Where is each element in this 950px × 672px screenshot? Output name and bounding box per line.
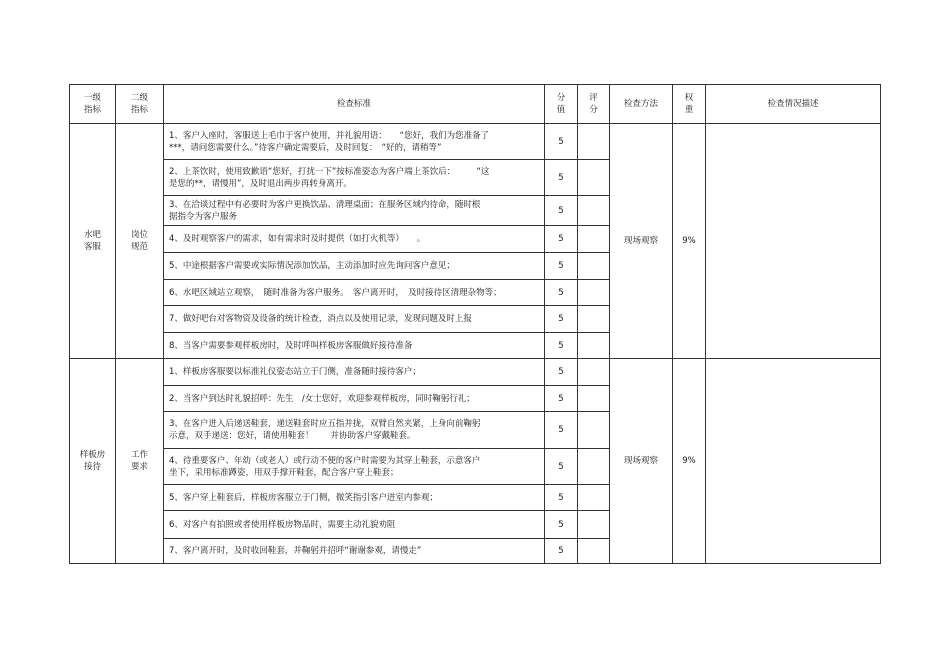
score-cell: 5 <box>545 226 578 253</box>
rating-cell[interactable] <box>578 306 610 333</box>
table-row <box>70 359 881 386</box>
rating-cell[interactable] <box>578 280 610 306</box>
table-row <box>70 124 881 160</box>
standard-cell: 1、客户入座时，客服送上毛巾于客户使用，并礼貌用语： “您好，我们为您准备了 ***，请问您需要什么。”待客户确定需要后，及时回复： “好的，请稍等” <box>164 124 545 160</box>
rating-cell[interactable] <box>578 253 610 280</box>
score-cell: 5 <box>545 253 578 280</box>
rating-cell[interactable] <box>578 359 610 386</box>
standard-cell: 2、上茶饮时，使用致歉语“您好，打扰一下”按标准姿态为客户端上茶饮后： “这 是您的**，请慢用”，及时退出两步再转身离开。 <box>164 160 545 196</box>
score-cell: 5 <box>545 306 578 333</box>
rating-cell[interactable] <box>578 449 610 485</box>
score-cell: 5 <box>545 511 578 539</box>
standard-cell: 8、当客户需要参观样板房时，及时呼叫样板房客服做好接待准备 <box>164 333 545 359</box>
method-cell: 现场观察 <box>610 124 673 359</box>
header-standard: 检查标准 <box>164 85 545 124</box>
score-cell: 5 <box>545 160 578 196</box>
standard-cell: 1、样板房客服要以标准礼仪姿态站立于门侧，准备随时接待客户； <box>164 359 545 386</box>
header-row <box>70 85 881 124</box>
rating-cell[interactable] <box>578 539 610 564</box>
header-method: 检查方法 <box>610 85 673 124</box>
section-level1: 水吧 客服 <box>70 124 116 359</box>
standard-cell: 7、客户离开时，及时收回鞋套，并鞠躬并招呼“谢谢参观，请慢走” <box>164 539 545 564</box>
score-cell: 5 <box>545 333 578 359</box>
header-weight: 权 重 <box>673 85 706 124</box>
rating-cell[interactable] <box>578 386 610 412</box>
standard-cell: 3、在洽谈过程中有必要时为客户更换饮品、清理桌面；在服务区域内待命，随时根 据指令为客户服务 <box>164 196 545 226</box>
score-cell: 5 <box>545 449 578 485</box>
method-cell: 现场观察 <box>610 359 673 564</box>
standard-cell: 4、待重要客户、年幼（或老人）或行动不便的客户时需要为其穿上鞋套，示意客户 坐下，采用标准蹲姿，用双手撑开鞋套，配合客户穿上鞋套； <box>164 449 545 485</box>
score-cell: 5 <box>545 280 578 306</box>
standard-cell: 7、做好吧台对客物资及设备的统计检查，消点以及使用记录，发现问题及时上报 <box>164 306 545 333</box>
description-cell[interactable] <box>706 124 881 359</box>
score-cell: 5 <box>545 412 578 449</box>
score-cell: 5 <box>545 359 578 386</box>
standard-cell: 6、水吧区域站立观察， 随时准备为客户服务。 客户离开时， 及时接待区清理杂物等； <box>164 280 545 306</box>
header-score: 分 值 <box>545 85 578 124</box>
header-level1: 一级 指标 <box>70 85 116 124</box>
weight-cell: 9% <box>673 359 706 564</box>
standard-cell: 6、对客户有拍照或者使用样板房物品时，需要主动礼貌劝阻 <box>164 511 545 539</box>
rating-cell[interactable] <box>578 485 610 511</box>
weight-cell: 9% <box>673 124 706 359</box>
score-cell: 5 <box>545 196 578 226</box>
rating-cell[interactable] <box>578 160 610 196</box>
rating-cell[interactable] <box>578 511 610 539</box>
score-cell: 5 <box>545 539 578 564</box>
section-level1: 样板房 接待 <box>70 359 116 564</box>
score-cell: 5 <box>545 485 578 511</box>
standard-cell: 3、在客户进入后递送鞋套，递送鞋套时应五指并拢，双臂自然夹紧，上身向前鞠躬 示意，双手递送：您好，请使用鞋套！ 并协助客户穿戴鞋套。 <box>164 412 545 449</box>
standard-cell: 5、中途根据客户需要或实际情况添加饮品，主动添加时应先询问客户意见； <box>164 253 545 280</box>
header-rating: 评 分 <box>578 85 610 124</box>
description-cell[interactable] <box>706 359 881 564</box>
inspection-table <box>69 84 881 564</box>
rating-cell[interactable] <box>578 196 610 226</box>
section-level2: 岗位 规范 <box>116 124 164 359</box>
header-level2: 二级 指标 <box>116 85 164 124</box>
header-description: 检查情况描述 <box>706 85 881 124</box>
score-cell: 5 <box>545 386 578 412</box>
rating-cell[interactable] <box>578 124 610 160</box>
standard-cell: 5、客户穿上鞋套后，样板房客服立于门侧，微笑指引客户进室内参观； <box>164 485 545 511</box>
rating-cell[interactable] <box>578 412 610 449</box>
section-level2: 工作 要求 <box>116 359 164 564</box>
standard-cell: 2、当客户到达时礼貌招呼：先生 /女士您好，欢迎参观样板房，同时鞠躬行礼； <box>164 386 545 412</box>
rating-cell[interactable] <box>578 333 610 359</box>
standard-cell: 4、及时观察客户的需求，如有需求时及时提供（如打火机等） 。 <box>164 226 545 253</box>
score-cell: 5 <box>545 124 578 160</box>
rating-cell[interactable] <box>578 226 610 253</box>
